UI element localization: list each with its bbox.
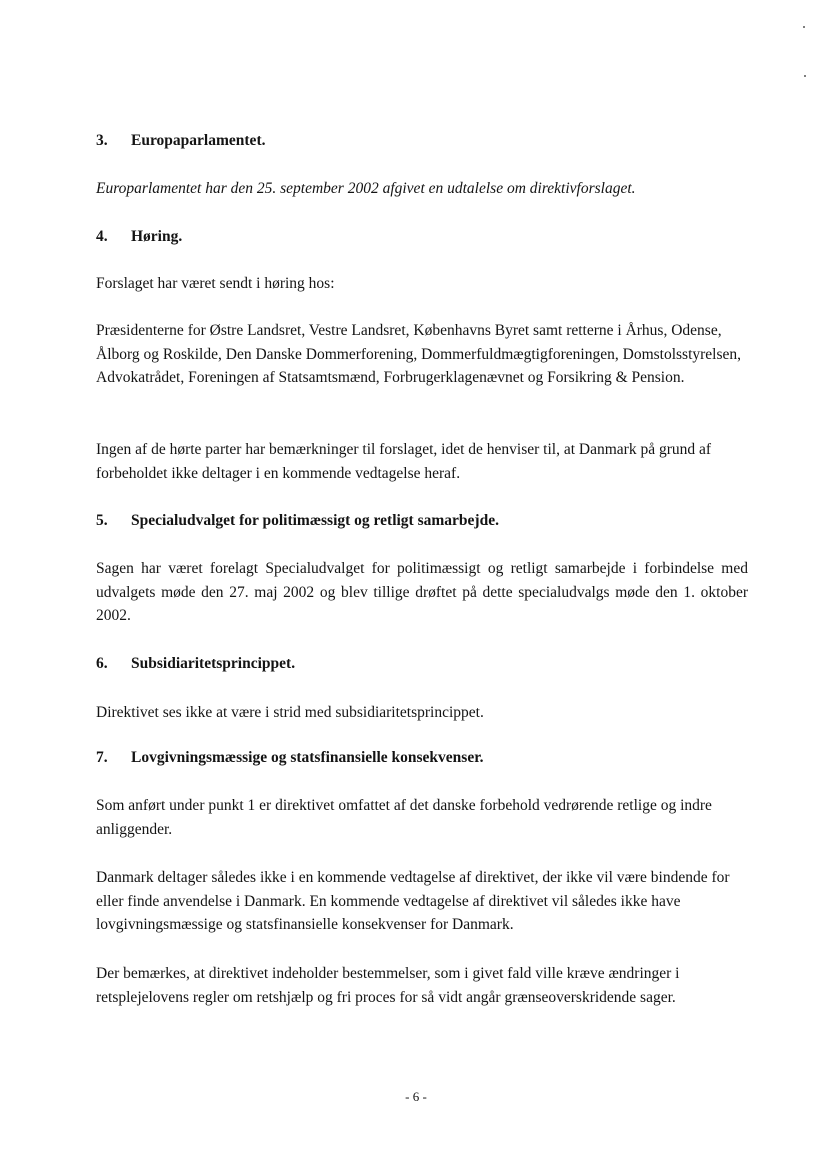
section-title: Subsidiaritetsprincippet.: [131, 655, 296, 672]
section-7-heading: [96, 749, 484, 767]
scan-speck: [804, 75, 806, 77]
section-title: Europaparlamentet.: [131, 132, 266, 149]
page-number: - 6 -: [405, 1089, 427, 1104]
section-5-paragraph-1: Sagen har været forelagt Specialudvalget for politimæssigt og retligt samarbejde i forbindelse med udvalgets møde den 27. maj 2002 og blev tillige drøftet på dette specialudvalgs møde den 1. oktober 2002.: [96, 560, 748, 624]
section-7-paragraph-1: Som anført under punkt 1 er direktivet omfattet af det danske forbehold vedrørende retlige og indre anliggender.: [96, 797, 712, 838]
section-4-paragraph-2: Præsidenterne for Østre Landsret, Vestre Landsret, Københavns Byret samt retterne i Århus, Odense, Ålborg og Roskilde, Den Danske Dommerforening, Dommerfuldmægtigforeningen, Domstolsstyrelsen, Advokatrådet, Foreningen af Statsamtsmænd, Forbrugerklagenævnet og Forsikring & Pension.: [96, 322, 742, 386]
section-number: 6.: [96, 655, 108, 672]
scan-speck: [803, 26, 805, 28]
section-4-paragraph-3: Ingen af de hørte parter har bemærkninger til forslaget, idet de henviser til, at Danmark på grund af forbeholdet ikke deltager i en kommende vedtagelse heraf.: [96, 441, 712, 482]
section-7-paragraph-2: Danmark deltager således ikke i en kommende vedtagelse af direktivet, der ikke vil være bindende for eller finde anvendelse i Danmark. En kommende vedtagelse af direktivet vil således ikke have lovgivningsmæssige og statsfinansielle konsekvenser for Danmark.: [96, 869, 730, 933]
section-6-heading: [96, 655, 295, 673]
section-7-paragraph-3: Der bemærkes, at direktivet indeholder bestemmelser, som i givet fald ville kræve ændringer i retsplejelovens regler om retshjælp og fri proces for så vidt angår grænseoverskridende sager.: [96, 965, 680, 1006]
section-title: Lovgivningsmæssige og statsfinansielle konsekvenser.: [131, 749, 484, 766]
section-5-heading: [96, 512, 499, 530]
section-title: Specialudvalget for politimæssigt og retligt samarbejde.: [131, 512, 499, 529]
section-4-heading: [96, 228, 182, 246]
section-4-paragraph-1: Forslaget har været sendt i høring hos:: [96, 275, 335, 292]
section-number: 5.: [96, 512, 108, 529]
section-3-paragraph-1: Europarlamentet har den 25. september 2002 afgivet en udtalelse om direktivforslaget.: [96, 180, 636, 197]
section-title: Høring.: [131, 228, 183, 245]
section-number: 7.: [96, 749, 108, 766]
section-3-heading: [96, 132, 265, 150]
section-number: 4.: [96, 228, 108, 245]
section-number: 3.: [96, 132, 108, 149]
section-6-paragraph-1: Direktivet ses ikke at være i strid med subsidiaritetsprincippet.: [96, 704, 484, 721]
